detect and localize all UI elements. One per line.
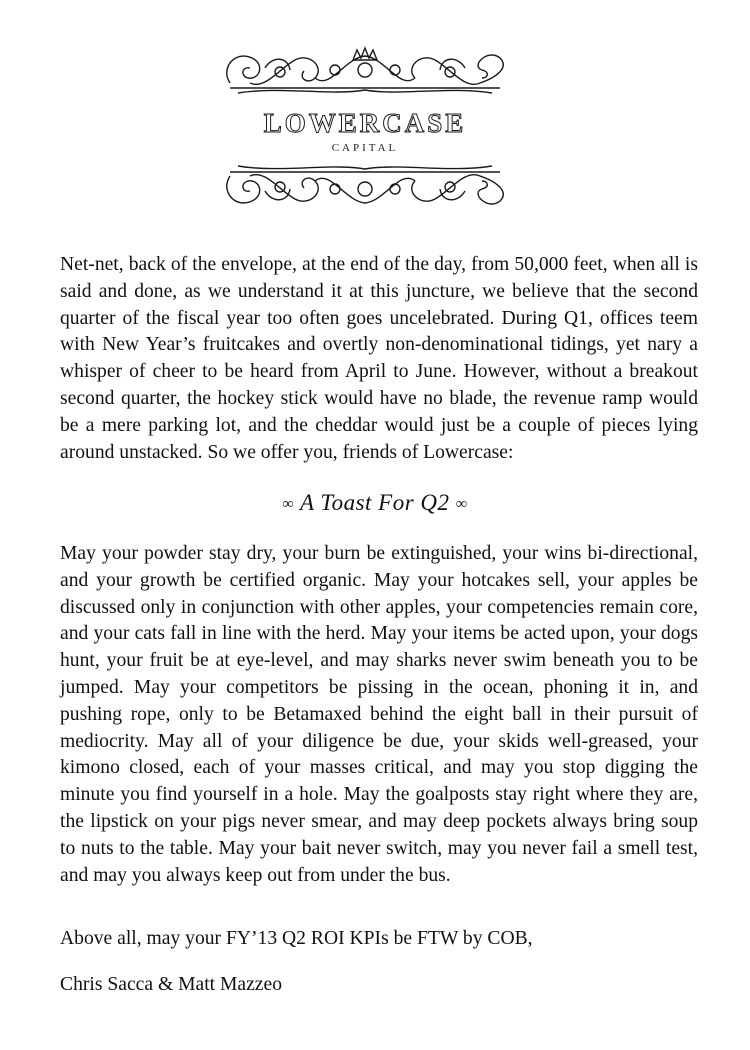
closing-line: Above all, may your FY’13 Q2 ROI KPIs be FTW by COB, — [60, 928, 533, 949]
toast-paragraph: May your powder stay dry, your burn be extinguished, your wins bi-directional, and your growth be certified organic. May your hotcakes sell, your apples be discussed only in conjunction with other apples, your competencies remain core, and your cats fall in line with the herd. May your items be acted upon, your dogs hunt, your fruit be at eye-level, and may sharks never swim beneath you to be jumped. May your competitors be pissing in the ocean, phoning it in, and pushing rope, only to be Betamaxed behind the eight ball in their pursuit of mediocrity. May all of your diligence be due, your skids well-greased, your kimono closed, each of your masses critical, and may you stop digging the minute you find yourself in a hole. May the goalposts stay right where they are, the lipstick on your pigs never smear, and may deep pockets always bring soup to nuts to the table. May your bait never switch, may you never fail a smell test, and may you always keep out from under the bus. — [60, 543, 698, 886]
toast-heading — [0, 490, 750, 516]
flourish-right-icon: ∞ — [455, 495, 468, 513]
signature: Chris Sacca & Matt Mazzeo — [60, 974, 282, 995]
flourish-left-icon: ∞ — [282, 495, 295, 513]
intro-paragraph: Net-net, back of the envelope, at the end of the day, from 50,000 feet, when all is said and done, as we understand it at this juncture, we believe that the second quarter of the fiscal year too often goes uncelebrated. During Q1, offices teem with New Year’s fruitcakes and overtly non-denominational tidings, yet nary a whisper of cheer to be heard from April to June. However, without a breakout second quarter, the hockey stick would have no blade, the revenue ramp would be a mere parking lot, and the cheddar would just be a couple of pieces lying around unstacked. So we offer you, friends of Lowercase: — [60, 254, 698, 463]
brand-name: LOWERCASE — [263, 108, 467, 138]
lowercase-capital-logo — [220, 38, 510, 213]
toast-title: A Toast For Q2 — [300, 490, 450, 515]
brand-subtitle: CAPITAL — [331, 142, 399, 154]
